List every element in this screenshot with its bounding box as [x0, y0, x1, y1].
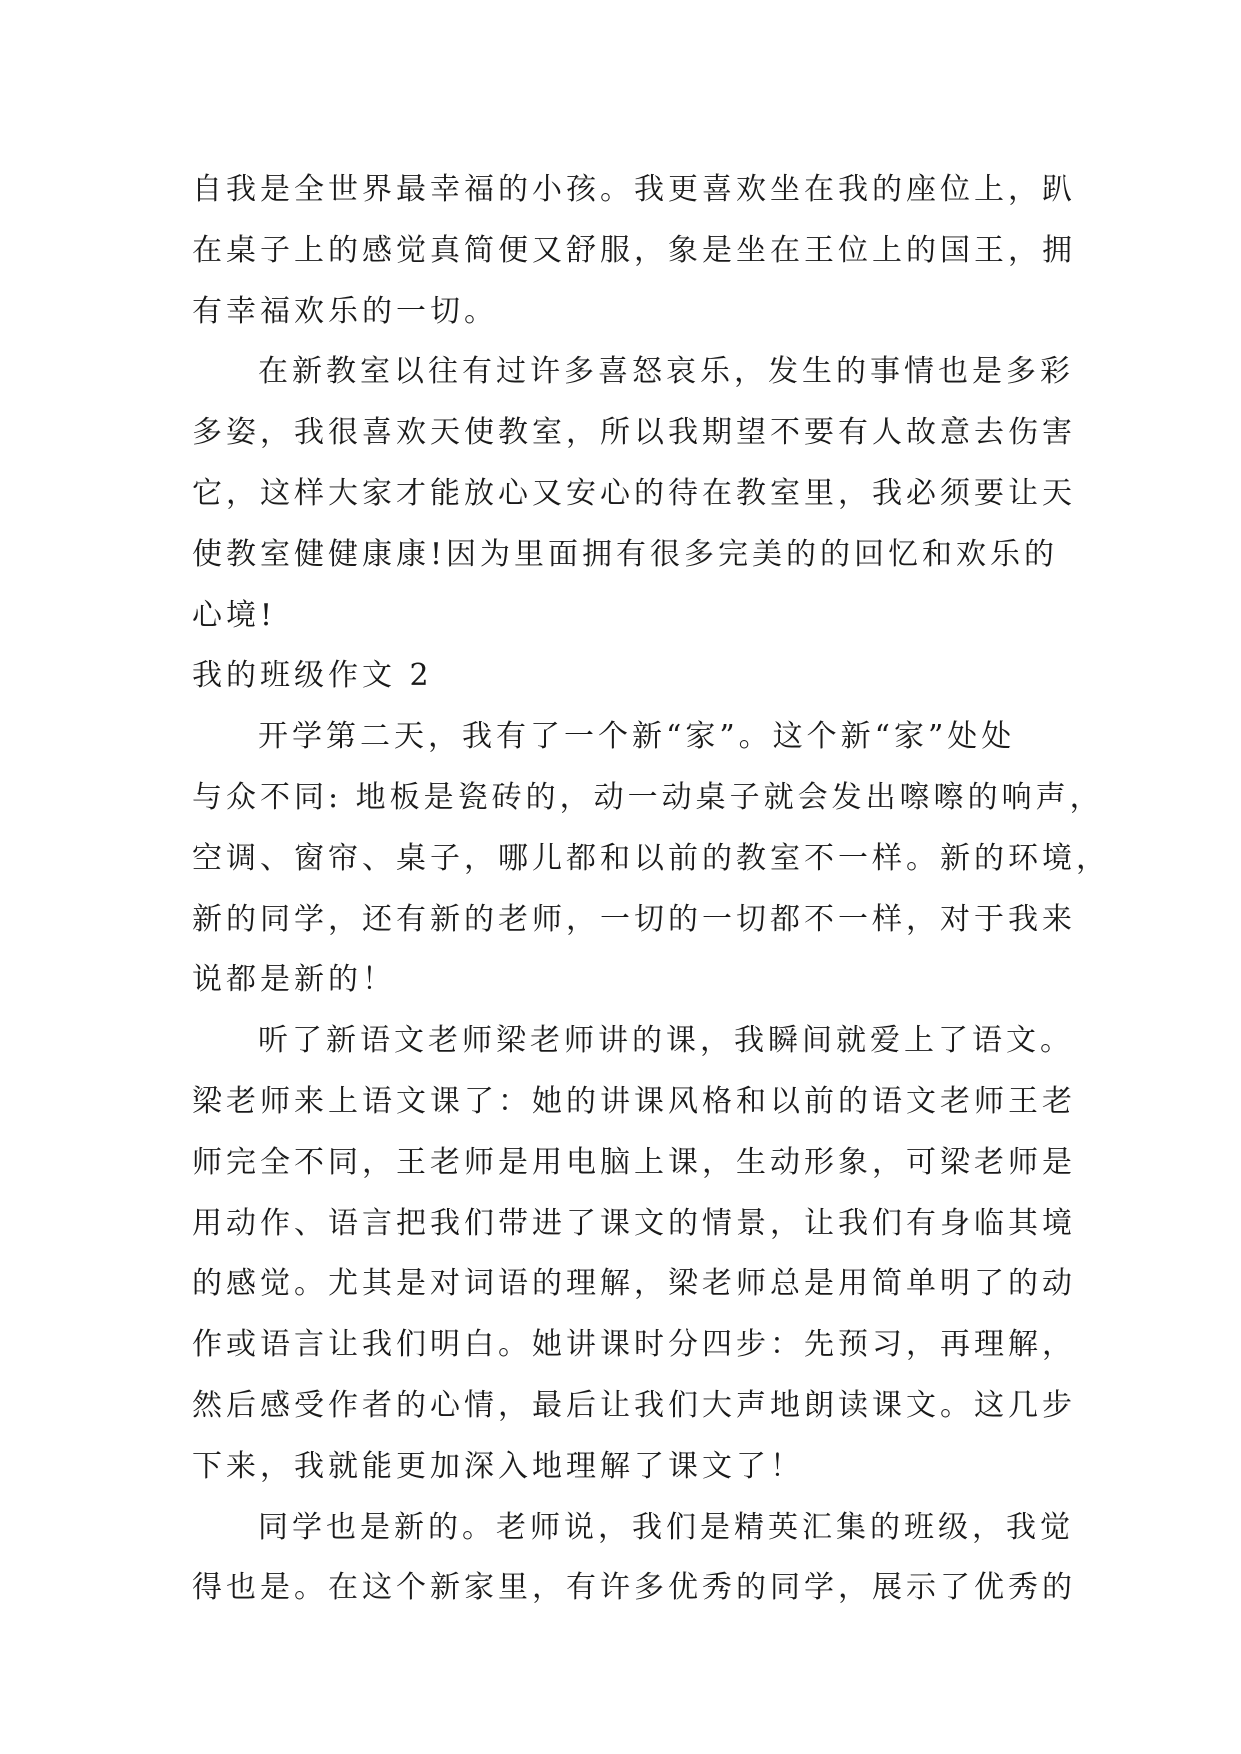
text-line: 空调、窗帘、桌子，哪儿都和以前的教室不一样。新的环境， — [192, 840, 1110, 876]
text-line: 在新教室以往有过许多喜怒哀乐，发生的事情也是多彩 — [258, 354, 1074, 390]
text-line: 用动作、语言把我们带进了课文的情景，让我们有身临其境 — [192, 1205, 1076, 1241]
text-line: 同学也是新的。老师说，我们是精英汇集的班级，我觉 — [258, 1509, 1074, 1545]
section-heading: 我的班级作文 2 — [192, 658, 433, 694]
document-body — [192, 160, 1110, 1619]
text-line: 使教室健健康康!因为里面拥有很多完美的的回忆和欢乐的 — [192, 536, 1059, 572]
text-line: 下来，我就能更加深入地理解了课文了！ — [192, 1448, 804, 1484]
text-line: 师完全不同，王老师是用电脑上课，生动形象，可梁老师是 — [192, 1144, 1076, 1180]
text-line: 听了新语文老师梁老师讲的课，我瞬间就爱上了语文。 — [258, 1023, 1074, 1059]
text-line: 自我是全世界最幸福的小孩。我更喜欢坐在我的座位上，趴 — [192, 172, 1076, 207]
text-line: 新的同学，还有新的老师，一切的一切都不一样，对于我来 — [192, 901, 1076, 937]
text-line: 得也是。在这个新家里，有许多优秀的同学，展示了优秀的 — [192, 1570, 1076, 1606]
text-line: 说都是新的！ — [192, 962, 396, 998]
text-line: 它，这样大家才能放心又安心的待在教室里，我必须要让天 — [192, 475, 1076, 511]
text-line: 有幸福欢乐的一切。 — [192, 293, 498, 329]
text-line: 与众不同: 地板是瓷砖的，动一动桌子就会发出嚓嚓的响声， — [192, 779, 1104, 815]
text-line: 心境! — [192, 597, 277, 633]
text-line: 梁老师来上语文课了：她的讲课风格和以前的语文老师王老 — [192, 1083, 1076, 1119]
text-line: 开学第二天，我有了一个新“家”。这个新“家”处处 — [258, 719, 1016, 755]
text-line: 在桌子上的感觉真简便又舒服，象是坐在王位上的国王，拥 — [192, 232, 1076, 268]
text-line: 作或语言让我们明白。她讲课时分四步：先预习，再理解， — [192, 1327, 1076, 1363]
text-line: 然后感受作者的心情，最后让我们大声地朗读课文。这几步 — [192, 1387, 1076, 1423]
text-line: 多姿，我很喜欢天使教室，所以我期望不要有人故意去伤害 — [192, 415, 1076, 451]
text-line: 的感觉。尤其是对词语的理解，梁老师总是用简单明了的动 — [192, 1266, 1076, 1302]
